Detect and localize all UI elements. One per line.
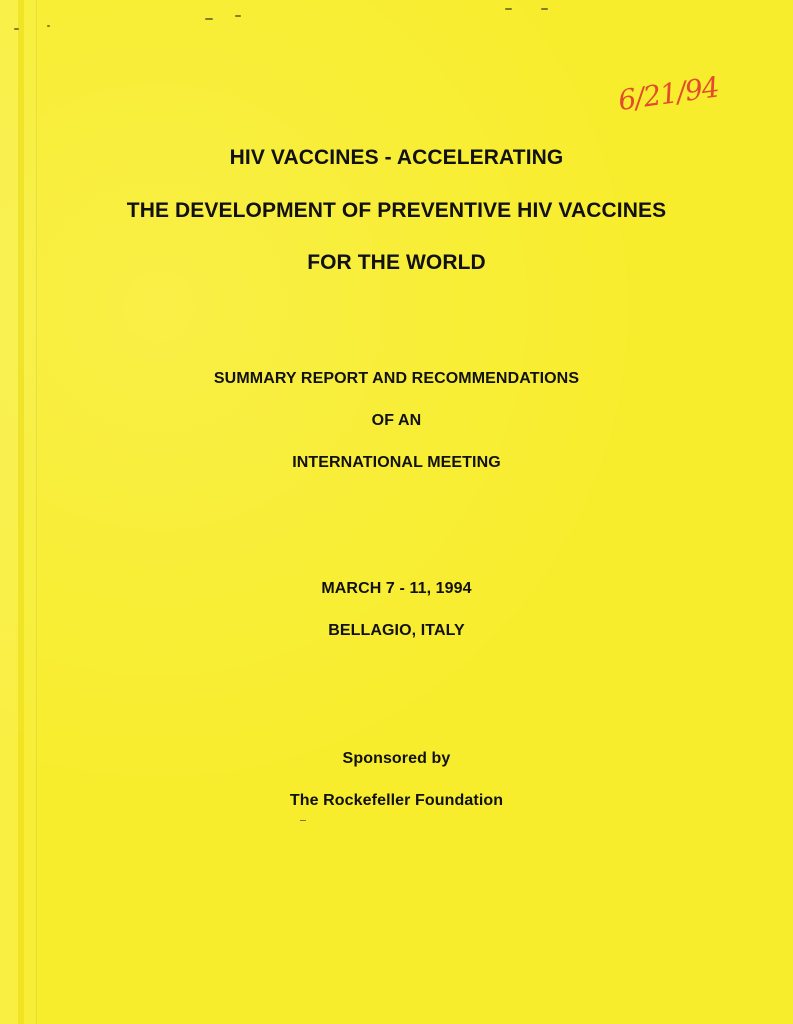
- sponsor-name: The Rockefeller Foundation: [289, 792, 504, 809]
- event-location: BELLAGIO, ITALY: [328, 622, 465, 639]
- subtitle-line-2: OF AN: [371, 412, 422, 429]
- paper-speck: [47, 25, 50, 27]
- paper-speck: [14, 28, 19, 30]
- small-dash-mark: [300, 820, 306, 821]
- paper-speck: [505, 8, 512, 10]
- handwritten-date: 6/21/94: [616, 70, 721, 118]
- title-line-3: FOR THE WORLD: [307, 251, 486, 274]
- subtitle-line-3: INTERNATIONAL MEETING: [292, 454, 501, 471]
- title-line-1: HIV VACCINES - ACCELERATING: [229, 146, 564, 169]
- event-date: MARCH 7 - 11, 1994: [321, 580, 472, 597]
- title-line-2: THE DEVELOPMENT OF PREVENTIVE HIV VACCINES: [126, 199, 667, 222]
- paper-speck: [235, 15, 241, 17]
- subtitle-line-1: SUMMARY REPORT AND RECOMMENDATIONS: [213, 370, 580, 387]
- sponsor-label: Sponsored by: [342, 750, 451, 767]
- paper-speck: [541, 8, 548, 10]
- paper-speck: [205, 18, 213, 20]
